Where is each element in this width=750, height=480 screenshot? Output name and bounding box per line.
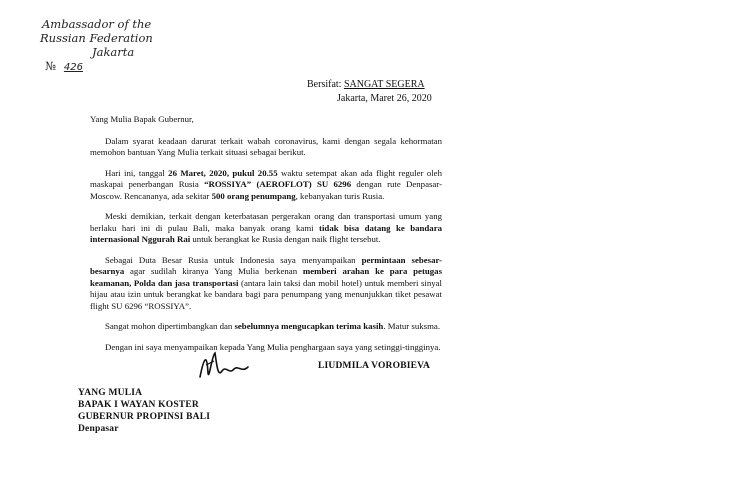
handwritten-signature xyxy=(196,347,256,387)
p5-text-1: Sangat mohon dipertimbangkan dan xyxy=(105,321,235,331)
p4-bold-1: permintaan sebesar-besarnya xyxy=(90,254,442,276)
p2-text-1: Hari ini, tanggal xyxy=(105,167,169,178)
p2-bold-1: 26 Maret, 2020, pukul 20.55 xyxy=(168,167,278,178)
letter-date: Jakarta, Maret 26, 2020 xyxy=(337,93,432,104)
p2-text-4: dengan rute Denpasar-Moscow. Rencananya, ada sekitar xyxy=(90,179,442,201)
p2-bold-2: “ROSSIYA” (AEROFLOT) xyxy=(204,179,312,189)
p3-text-1: Meski demikian, terkait dengan keterbatasan pergerakan orang dan transportasi umum yang berlaku hari ini di pulau Bali, maka banyak orang kami xyxy=(90,211,442,233)
p4-text-2: agar sudilah kiranya Yang Mulia berkenan xyxy=(124,266,303,276)
p2-text-5: , kebanyakan turis Rusia. xyxy=(295,190,385,201)
paragraph-5 xyxy=(90,321,442,333)
addressee-line-2: BAPAK I WAYAN KOSTER xyxy=(78,400,199,410)
p4-text-3: (antara lain taksi dan mobil hotel) untuk memberi sinyal hijau atau izin untuk berangkat ke bandara bagi para penumpang yang menunjukkan tiket pesawat flight SU 6296 “ROSSIYA”. xyxy=(90,277,442,311)
p4-bold-2: memberi arahan ke para petugas keamanan, Polda dan jasa transportasi xyxy=(90,266,442,288)
p2-bold-4: 500 orang penumpang xyxy=(211,190,296,201)
p3-text-2: untuk berangkat ke Rusia dengan naik flight tersebut. xyxy=(190,234,381,244)
addressee-line-4: Denpasar xyxy=(78,424,119,434)
sender-letterhead xyxy=(40,17,153,75)
number-sign: № xyxy=(45,59,56,73)
p5-text-2: . Matur suksma. xyxy=(383,321,441,331)
number-value: 426 xyxy=(63,62,83,73)
greeting: Yang Mulia Bapak Gubernur, xyxy=(90,114,194,124)
p2-bold-3: SU 6296 xyxy=(316,179,352,189)
p3-bold-1: tidak bisa datang ke bandara internasional Nggurah Rai xyxy=(90,222,442,244)
paragraph-6: Dengan ini saya menyampaikan kepada Yang Mulia penghargaan saya yang setinggi-tingginya. xyxy=(105,341,441,352)
paragraph-4 xyxy=(90,255,442,313)
sender-line-2: Russian Federation xyxy=(40,31,153,45)
addressee-line-3: GUBERNUR PROPINSI BALI xyxy=(78,412,211,422)
p5-bold-1: sebelumnya mengucapkan terima kasih xyxy=(234,321,384,331)
letter-body xyxy=(90,114,442,362)
classification xyxy=(307,78,425,92)
p2-text-2: waktu setempat akan ada flight reguler oleh maskapai penerbangan Rusia xyxy=(90,167,442,189)
p4-text-1: Sebagai Duta Besar Rusia untuk Indonesia saya menyampaikan xyxy=(105,254,362,265)
sender-line-1: Ambassador of the xyxy=(42,17,152,31)
signer-name: LIUDMILA VOROBIEVA xyxy=(318,361,431,371)
classification-label: Bersifat: xyxy=(307,79,342,90)
classification-value: SANGAT SEGERA xyxy=(343,79,425,90)
addressee-block xyxy=(78,387,210,435)
addressee-line-1: YANG MULIA xyxy=(78,388,143,398)
reference-number xyxy=(40,59,153,75)
paragraph-1: Dalam syarat keadaan darurat terkait wabah coronavirus, kami dengan segala kehormatan memohon bantuan Yang Mulia terkait situasi sebagai berikut. xyxy=(90,135,442,157)
paragraph-3 xyxy=(90,211,442,246)
paragraph-2 xyxy=(90,168,442,203)
sender-line-3: Jakarta xyxy=(92,45,135,59)
